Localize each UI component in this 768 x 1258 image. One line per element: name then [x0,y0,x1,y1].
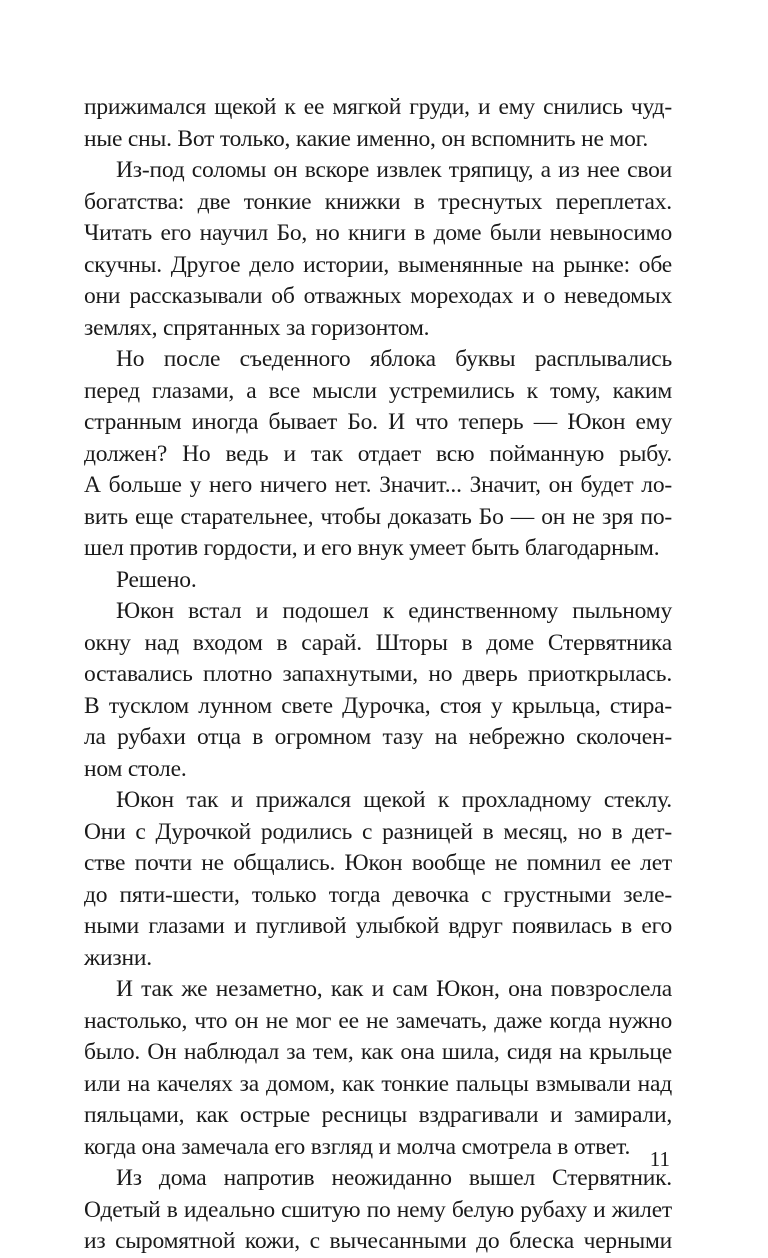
text-line: окну над входом в сарай. Шторы в доме Стервятника [84,629,672,656]
text-line: Юкон так и прижался щекой к прохладному стеклу. [116,787,672,813]
text-line: В тусклом лунном свете Дурочка, стоя у крыльца, стира- [84,692,672,719]
text-line: ла рубахи отца в огромном тазу на небрежно сколочен- [84,724,672,750]
text-line: должен? Но ведь и так отдает всю пойманную рыбу. [84,440,672,467]
text-line: странным иногда бывает Бо. И что теперь — Юкон ему [84,409,672,435]
text-line: до пяти-шести, только тогда девочка с грустными зеле- [84,881,672,908]
text-line: скучны. Другое дело истории, выменянные на рынке: обе [84,251,672,278]
text-line: ные сны. Вот только, какие именно, он вспомнить не мог. [84,125,649,152]
text-line: жизни. [84,944,152,971]
text-line: Из дома напротив неожиданно вышел Стервятник. [116,1165,672,1191]
paragraph [84,596,672,785]
text-line: Юкон встал и подошел к единственному пыльному [116,598,672,624]
text-line: из сыромятной кожи, с вычесанными до блеска черными [84,1228,672,1254]
paragraph [84,1163,672,1258]
paragraph [84,974,672,1163]
text-line: стве почти не общались. Юкон вообще не помнил ее лет [84,850,672,876]
paragraph [84,155,672,344]
text-line: Они с Дурочкой родились с разницей в месяц, но в дет- [84,818,672,845]
page-body [84,92,672,1258]
text-line: перед глазами, а все мысли устремились к тому, каким [84,377,672,404]
paragraph [84,565,672,597]
text-line: А больше у него ничего нет. Значит... Значит, он будет ло- [84,472,672,498]
text-line: Решено. [116,566,197,593]
text-line: ном столе. [84,755,187,782]
text-line: вить еще старательнее, чтобы доказать Бо — он не зря по- [84,503,672,530]
text-line: Одетый в идеально сшитую по нему белую рубаху и жилет [84,1196,672,1223]
paragraph [84,92,672,155]
text-line: Читать его научил Бо, но книги в доме были невыносимо [84,220,672,246]
text-line: когда она замечала его взгляд и молча смотрела в ответ. [84,1133,631,1160]
text-line: настолько, что он не мог ее не замечать, даже когда нужно [84,1007,672,1034]
text-line: богатства: две тонкие книжки в треснутых переплетах. [84,188,672,215]
text-line: они рассказывали об отважных мореходах и о неведомых [84,283,672,309]
paragraph [84,785,672,974]
text-line: Но после съеденного яблока буквы расплывались [116,346,672,372]
paragraph [84,344,672,565]
text-line: ными глазами и пугливой улыбкой вдруг появилась в его [84,913,672,939]
text-line: или на качелях за домом, как тонкие пальцы взмывали над [84,1070,672,1097]
text-line: Из-под соломы он вскоре извлек тряпицу, а из нее свои [116,157,672,183]
text-line: шел против гордости, и его внук умеет быть благодарным. [84,535,660,561]
text-line: И так же незаметно, как и сам Юкон, она повзрослела [116,976,672,1002]
page-number: 11 [649,1147,670,1171]
text-line: прижимался щекой к ее мягкой груди, и ему снились чуд- [84,94,672,120]
text-line: было. Он наблюдал за тем, как она шила, сидя на крыльце [84,1039,672,1065]
text-line: оставались плотно запахнутыми, но дверь приоткрылась. [84,661,672,687]
text-line: пяльцами, как острые ресницы вздрагивали и замирали, [84,1102,672,1128]
text-line: землях, спрятанных за горизонтом. [84,314,430,341]
